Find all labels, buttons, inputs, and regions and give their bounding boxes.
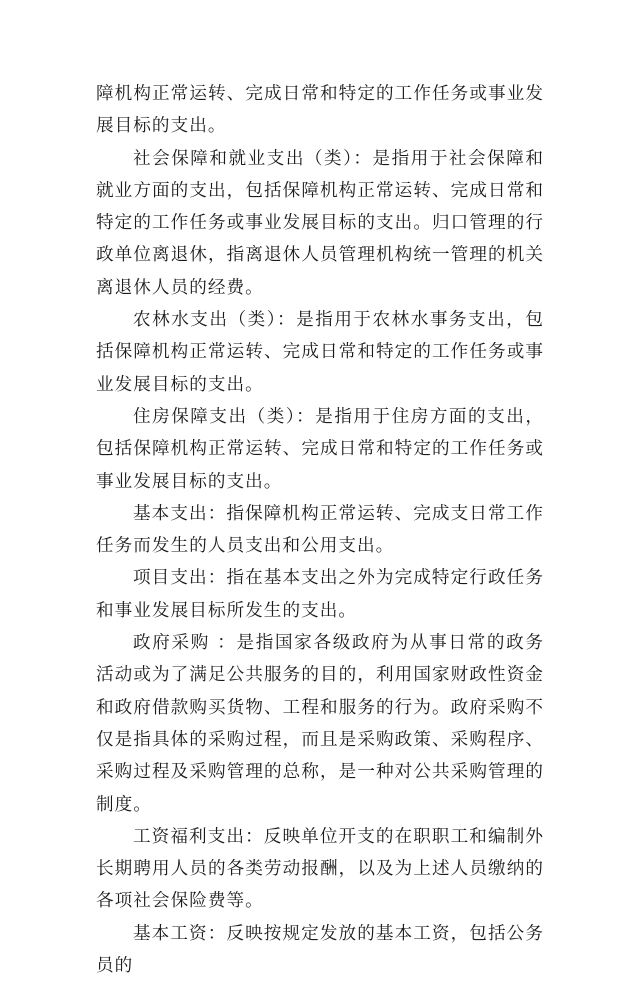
paragraph-basic-salary: 基本工资：反映按规定发放的基本工资，包括公务员的	[96, 923, 544, 977]
document-body	[96, 78, 544, 982]
paragraph-government-procurement: 政府采购 ：是指国家各级政府为从事日常的政务活动或为了满足公共服务的目的，利用国家财政性资金和政府借款购买货物、工程和服务的行为。政府采购不仅是指具体的采购过程，而且是采购政策、采购程序、采购过程及采购管理的总称，是一种对公共采购管理的制度。	[96, 633, 544, 815]
paragraph-social-security-expenditure: 社会保障和就业支出（类）：是指用于社会保障和就业方面的支出，包括保障机构正常运转、完成日常和特定的工作任务或事业发展目标的支出。归口管理的行政单位离退休，指离退休人员管理机构统一管理的机关离退休人员的经费。	[96, 148, 544, 298]
paragraph-continuation: 障机构正常运转、完成日常和特定的工作任务或事业发展目标的支出。	[96, 84, 544, 137]
paragraph-project-expenditure: 项目支出：指在基本支出之外为完成特定行政任务和事业发展目标所发生的支出。	[96, 568, 544, 621]
paragraph-basic-expenditure: 基本支出：指保障机构正常运转、完成支日常工作任务而发生的人员支出和公用支出。	[96, 503, 544, 557]
paragraph-salary-welfare-expenditure: 工资福利支出：反映单位开支的在职职工和编制外长期聘用人员的各类劳动报酬，以及为上述人员缴纳的各项社会保险费等。	[96, 826, 544, 912]
paragraph-agriculture-forestry-water-expenditure: 农林水支出（类）：是指用于农林水事务支出，包括保障机构正常运转、完成日常和特定的工作任务或事业发展目标的支出。	[96, 310, 544, 395]
paragraph-housing-security-expenditure: 住房保障支出（类）：是指用于住房方面的支出，包括保障机构正常运转、完成日常和特定的工作任务或事业发展目标的支出。	[96, 406, 544, 492]
